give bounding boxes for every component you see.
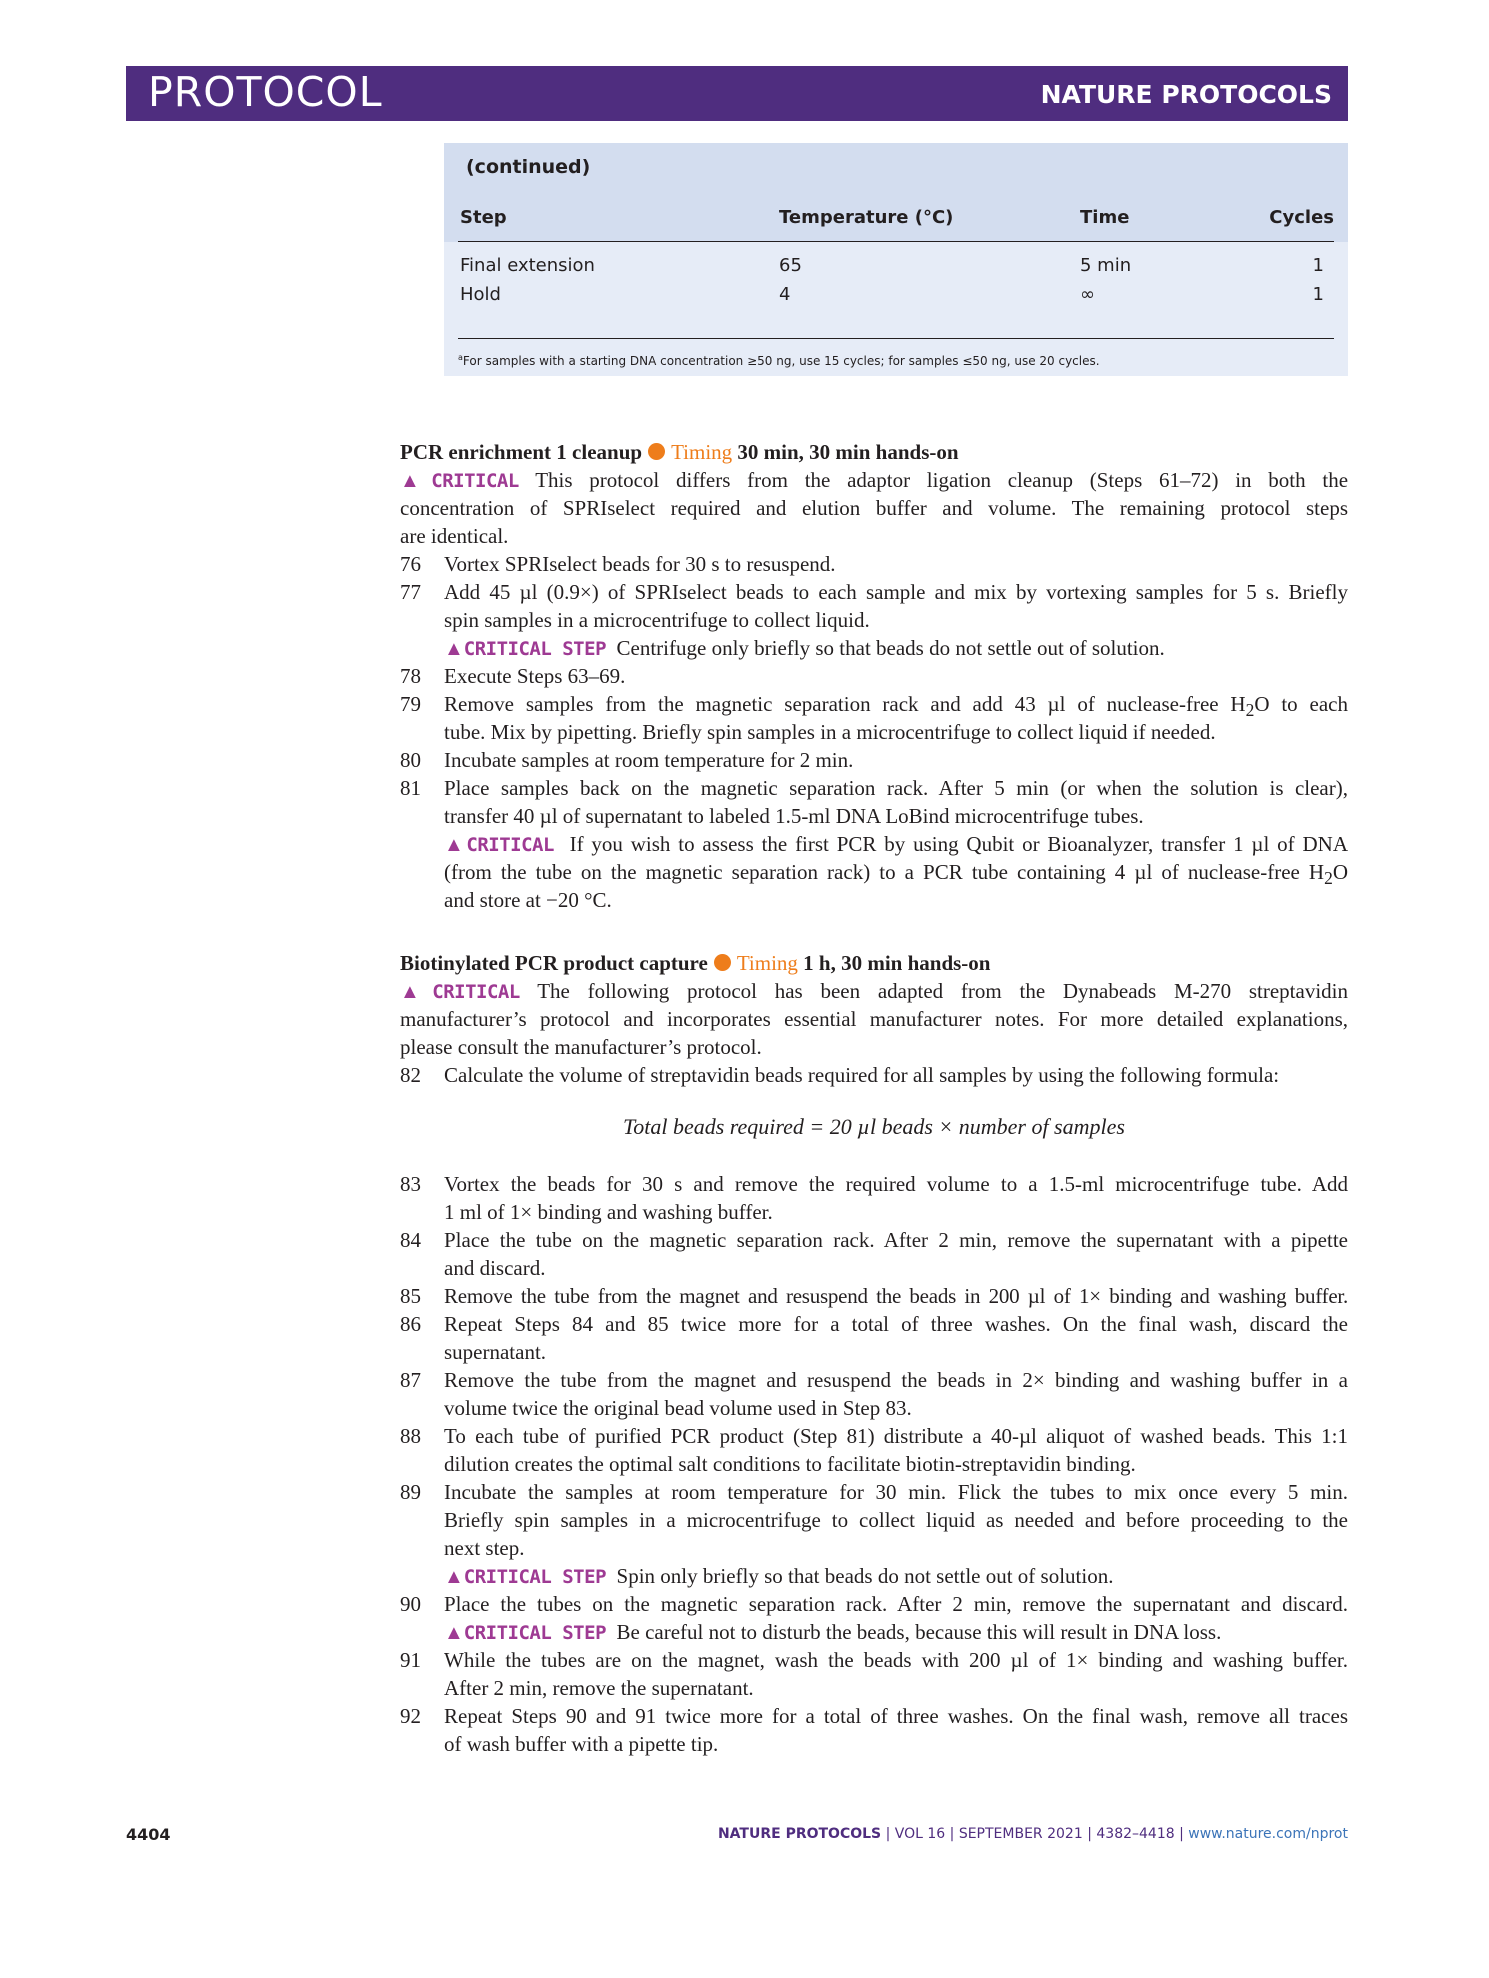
table-cell: Final extension [460,255,595,276]
step-text: supernatant. [444,1340,547,1364]
critical-note-line: please consult the manufacturer’s protocol. [400,1035,762,1059]
step-text: Briefly spin samples in a microcentrifuge to collect liquid as needed and before proceeding to the [444,1508,1348,1532]
step-text: and discard. [444,1256,546,1280]
step-text: Place the tube on the magnetic separation rack. After 2 min, remove the supernatant with a pipette [444,1228,1348,1252]
warning-triangle-icon: ▲ [444,638,464,660]
warning-triangle-icon: ▲ [444,834,467,856]
critical-note-line: (from the tube on the magnetic separation rack) to a PCR tube containing 4 µl of nuclease-free $H_2O$ [444,860,1348,889]
step-text: Remove samples from the magnetic separation rack and add 43 µl of nuclease-free $H_2O$ to each [444,692,1348,721]
step-number: 80 [400,748,421,772]
step-text: To each tube of purified PCR product (Step 81) distribute a 40-µl aliquot of washed beads. This 1:1 [444,1424,1348,1448]
critical-step-note: ▲CRITICAL STEP Spin only briefly so that beads do not settle out of solution. [444,1564,1114,1588]
table-caption: (continued) [466,156,591,178]
step-text: Execute Steps 63–69. [444,664,626,688]
table-col-temperature: Temperature (°C) [779,207,954,228]
step-number: 89 [400,1480,421,1504]
step-text: Place the tubes on the magnetic separation rack. After 2 min, remove the supernatant and discard. [444,1592,1348,1616]
header-protocol-label: PROTOCOL [148,68,383,116]
warning-triangle-icon: ▲ [400,981,433,1003]
journal-url-link[interactable]: www.nature.com/nprot [1188,1826,1348,1842]
table-cell: ∞ [1080,284,1095,305]
critical-note: ▲CRITICAL The following protocol has been adapted from the Dynabeads M-270 streptavidin [400,979,1348,1003]
step-number: 85 [400,1284,421,1308]
step-text: While the tubes are on the magnet, wash the beads with 200 µl of 1× binding and washing buffer. [444,1648,1348,1672]
table-col-cycles: Cycles [1269,207,1334,228]
table-cell: 65 [779,255,802,276]
step-text: volume twice the original bead volume used in Step 83. [444,1396,912,1420]
section-heading-pcr-cleanup: PCR enrichment 1 cleanup Timing 30 min, 30 min hands-on [400,440,959,464]
timing-icon [648,443,665,460]
step-number: 79 [400,692,421,716]
header-bar [126,66,1348,121]
step-text: Incubate the samples at room temperature for 30 min. Flick the tubes to mix once every 5 min. [444,1480,1348,1504]
step-text: of wash buffer with a pipette tip. [444,1732,719,1756]
step-number: 86 [400,1312,421,1336]
step-text: Repeat Steps 90 and 91 twice more for a total of three washes. On the final wash, remove all traces [444,1704,1348,1728]
timing-icon [714,954,731,971]
step-text: Remove the tube from the magnet and resuspend the beads in 200 µl of 1× binding and washing buffer. [444,1284,1348,1308]
table-cell: 5 min [1080,255,1132,276]
step-number: 90 [400,1592,421,1616]
critical-note-line: are identical. [400,524,509,548]
step-number: 84 [400,1228,421,1252]
footer-citation: NATURE PROTOCOLS | VOL 16 | SEPTEMBER 2021 | 4382–4418 | www.nature.com/nprot [717,1826,1348,1842]
step-text: Place samples back on the magnetic separation rack. After 5 min (or when the solution is clear), [444,776,1348,800]
critical-note-line: concentration of SPRIselect required and elution buffer and volume. The remaining protocol steps [400,496,1348,520]
critical-step-note: ▲CRITICAL STEP Centrifuge only briefly so that beads do not settle out of solution. [444,636,1165,660]
step-text: tube. Mix by pipetting. Briefly spin samples in a microcentrifuge to collect liquid if needed. [444,720,1216,744]
step-number: 83 [400,1172,421,1196]
critical-note: ▲CRITICAL This protocol differs from the adaptor ligation cleanup (Steps 61–72) in both the [400,468,1349,492]
step-text: 1 ml of 1× binding and washing buffer. [444,1200,773,1224]
step-text: Incubate samples at room temperature for 2 min. [444,748,854,772]
step-text: Add 45 µl (0.9×) of SPRIselect beads to each sample and mix by vortexing samples for 5 s. Briefly [444,580,1348,604]
table-col-step: Step [460,207,507,228]
step-number: 78 [400,664,421,688]
step-text: transfer 40 µl of supernatant to labeled 1.5-ml DNA LoBind microcentrifuge tubes. [444,804,1144,828]
table-cell: Hold [460,284,501,305]
table-cell: 1 [1312,255,1324,276]
step-text: Remove the tube from the magnet and resuspend the beads in 2× binding and washing buffer in a [444,1368,1348,1392]
step-number: 91 [400,1648,421,1672]
warning-triangle-icon: ▲ [444,1622,464,1644]
step-text: Repeat Steps 84 and 85 twice more for a total of three washes. On the final wash, discard the [444,1312,1348,1336]
bead-volume-formula: Total beads required = 20 µl beads × number of samples [623,1114,1125,1139]
step-number: 81 [400,776,421,800]
step-number: 92 [400,1704,421,1728]
header-journal-name: NATURE PROTOCOLS [1040,80,1332,109]
critical-note: ▲CRITICAL If you wish to assess the first PCR by using Qubit or Bioanalyzer, transfer 1 µl of DNA [444,832,1349,856]
step-text: Vortex the beads for 30 s and remove the required volume to a 1.5-ml microcentrifuge tube. Add [444,1172,1348,1196]
critical-note-line: and store at −20 °C. [444,888,612,912]
step-number: 76 [400,552,421,576]
step-number: 87 [400,1368,421,1392]
step-number: 88 [400,1424,421,1448]
warning-triangle-icon: ▲ [400,470,432,492]
step-text: next step. [444,1536,525,1560]
step-text: After 2 min, remove the supernatant. [444,1676,754,1700]
step-text: Vortex SPRIselect beads for 30 s to resuspend. [444,552,836,576]
step-text: dilution creates the optimal salt conditions to facilitate biotin-streptavidin binding. [444,1452,1136,1476]
step-text: spin samples in a microcentrifuge to collect liquid. [444,608,870,632]
continued-table [444,143,1348,376]
table-col-time: Time [1080,207,1130,228]
table-footnote: $^a$For samples with a starting DNA concentration ≥50 ng, use 15 cycles; for samples ≤50 ng, use 20 cycles. [458,353,1100,368]
step-number: 77 [400,580,421,604]
table-cell: 4 [779,284,791,305]
section-heading-biotin-capture: Biotinylated PCR product capture Timing 1 h, 30 min hands-on [400,951,991,975]
page-number: 4404 [126,1825,171,1844]
critical-step-note: ▲CRITICAL STEP Be careful not to disturb the beads, because this will result in DNA loss. [444,1620,1222,1644]
critical-note-line: manufacturer’s protocol and incorporates essential manufacturer notes. For more detailed explanations, [400,1007,1348,1031]
warning-triangle-icon: ▲ [444,1566,464,1588]
table-bottom-rule [458,338,1334,339]
step-text: Calculate the volume of streptavidin beads required for all samples by using the following formula: [444,1063,1280,1087]
table-cell: 1 [1312,284,1324,305]
step-number: 82 [400,1063,421,1087]
table-header-rule [458,241,1334,242]
